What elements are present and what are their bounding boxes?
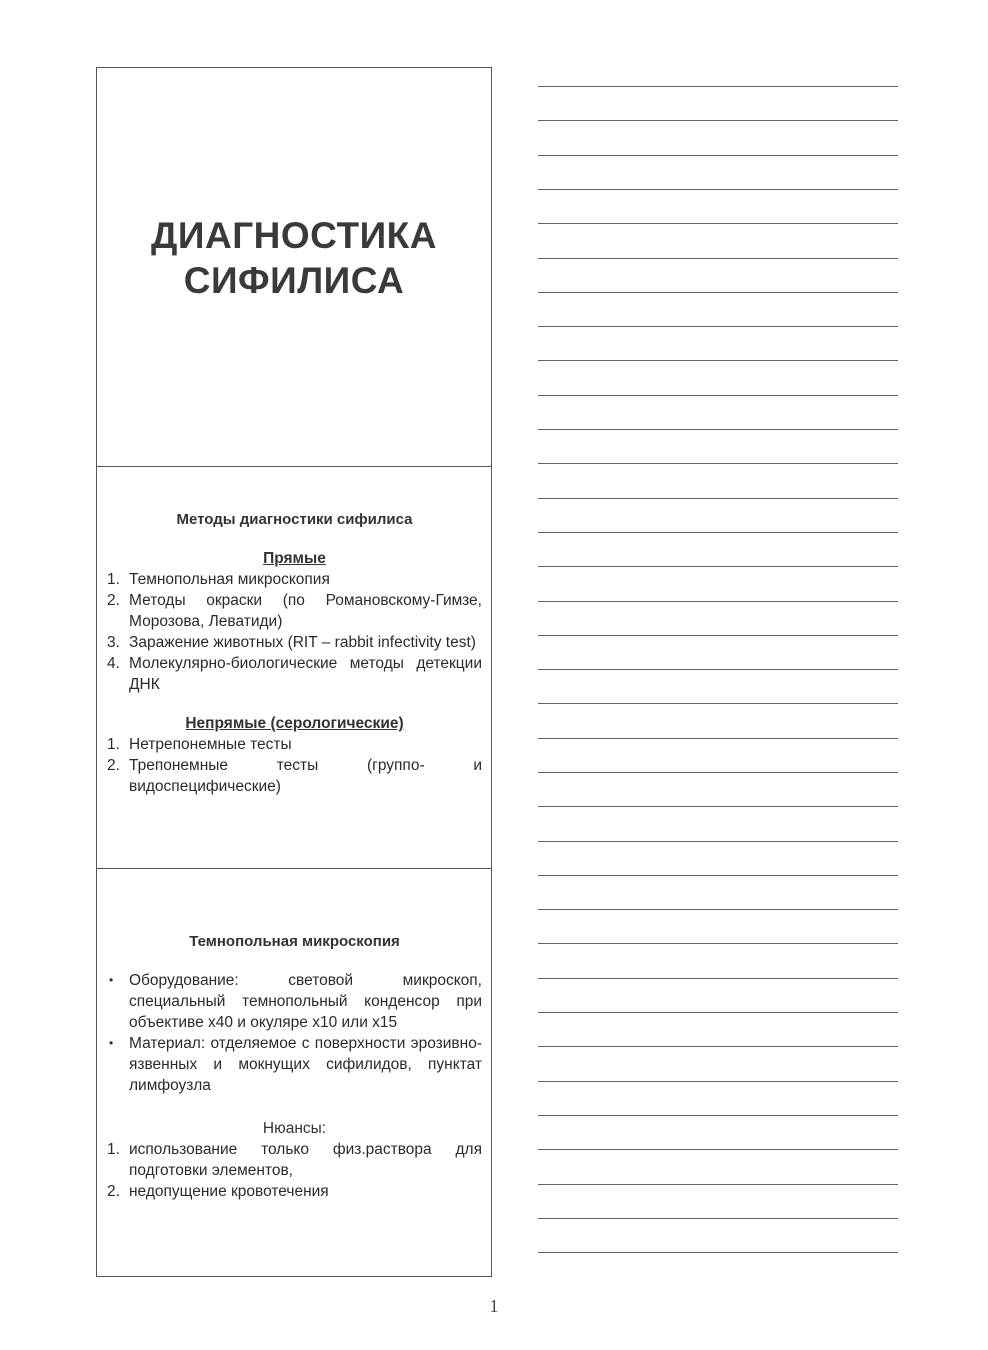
note-line (538, 258, 898, 259)
bullet-list (107, 970, 482, 1096)
item-text: недопущение кровотечения (129, 1183, 329, 1200)
note-line (538, 738, 898, 739)
note-line (538, 841, 898, 842)
note-line (538, 498, 898, 499)
note-line (538, 1184, 898, 1185)
item-text: использование только физ.раствора для подготовки элементов, (129, 1141, 482, 1179)
slide-diagnostic-methods (96, 467, 492, 869)
note-line (538, 429, 898, 430)
note-line (538, 395, 898, 396)
note-line (538, 1115, 898, 1116)
note-line (538, 292, 898, 293)
item-text: Материал: отделяемое с поверхности эрозивно-язвенных и мокнущих сифилидов, пунктат лимфоузла (129, 1035, 482, 1094)
list-item (107, 569, 482, 590)
note-line (538, 1149, 898, 1150)
list-item (107, 1139, 482, 1181)
nuances-list (107, 1139, 482, 1202)
note-line (538, 703, 898, 704)
notes-lines (538, 86, 898, 1266)
item-number: 2. (107, 757, 120, 774)
list-item (107, 653, 482, 695)
note-line (538, 566, 898, 567)
note-line (538, 772, 898, 773)
note-line (538, 601, 898, 602)
page-number: 1 (489, 1296, 499, 1316)
item-text: Оборудование: световой микроскоп, специальный темнопольный конденсор при объективе x40 и окуляре x10 или x15 (129, 972, 482, 1031)
note-line (538, 909, 898, 910)
list-item (107, 970, 482, 1033)
note-line (538, 1252, 898, 1253)
note-line (538, 669, 898, 670)
slides-column (96, 67, 492, 1277)
item-text: Заражение животных (RIT – rabbit infectivity test) (129, 634, 476, 651)
note-line (538, 978, 898, 979)
list-item (107, 1181, 482, 1202)
slide-darkfield-microscopy (96, 869, 492, 1277)
list-item (107, 632, 482, 653)
note-line (538, 86, 898, 87)
direct-methods-heading: Прямые (263, 550, 326, 567)
item-number: 2. (107, 592, 120, 609)
note-line (538, 532, 898, 533)
indirect-methods-heading: Непрямые (серологические) (185, 715, 404, 732)
item-number: 1. (107, 571, 120, 588)
item-text: Методы окраски (по Романовскому-Гимзе, Морозова, Леватиди) (129, 592, 482, 630)
slide-heading: Темнопольная микроскопия (189, 933, 400, 950)
bullet-marker: • (109, 1036, 114, 1050)
note-line (538, 806, 898, 807)
note-line (538, 155, 898, 156)
bullet-marker: • (109, 973, 114, 987)
list-item (107, 734, 482, 755)
note-line (538, 463, 898, 464)
note-line (538, 326, 898, 327)
item-number: 2. (107, 1183, 120, 1200)
direct-methods-list (107, 569, 482, 695)
note-line (538, 1012, 898, 1013)
main-title: ДИАГНОСТИКА СИФИЛИСА (151, 215, 437, 301)
note-line (538, 1218, 898, 1219)
item-number: 1. (107, 736, 120, 753)
item-number: 3. (107, 634, 120, 651)
note-line (538, 635, 898, 636)
note-line (538, 360, 898, 361)
item-text: Молекулярно-биологические методы детекции ДНК (129, 655, 482, 693)
list-item (107, 755, 482, 797)
slide-heading: Методы диагностики сифилиса (176, 511, 413, 528)
item-number: 1. (107, 1141, 120, 1158)
note-line (538, 943, 898, 944)
item-number: 4. (107, 655, 120, 672)
slide-title (96, 67, 492, 467)
nuances-heading: Нюансы: (262, 1120, 327, 1137)
item-text: Темнопольная микроскопия (129, 571, 330, 588)
item-text: Нетрепонемные тесты (129, 736, 292, 753)
note-line (538, 120, 898, 121)
note-line (538, 189, 898, 190)
list-item (107, 590, 482, 632)
note-line (538, 223, 898, 224)
indirect-methods-list (107, 734, 482, 797)
item-text: Трепонемные тесты (группо- и видоспецифические) (129, 757, 482, 795)
note-line (538, 875, 898, 876)
list-item (107, 1033, 482, 1096)
note-line (538, 1046, 898, 1047)
note-line (538, 1081, 898, 1082)
